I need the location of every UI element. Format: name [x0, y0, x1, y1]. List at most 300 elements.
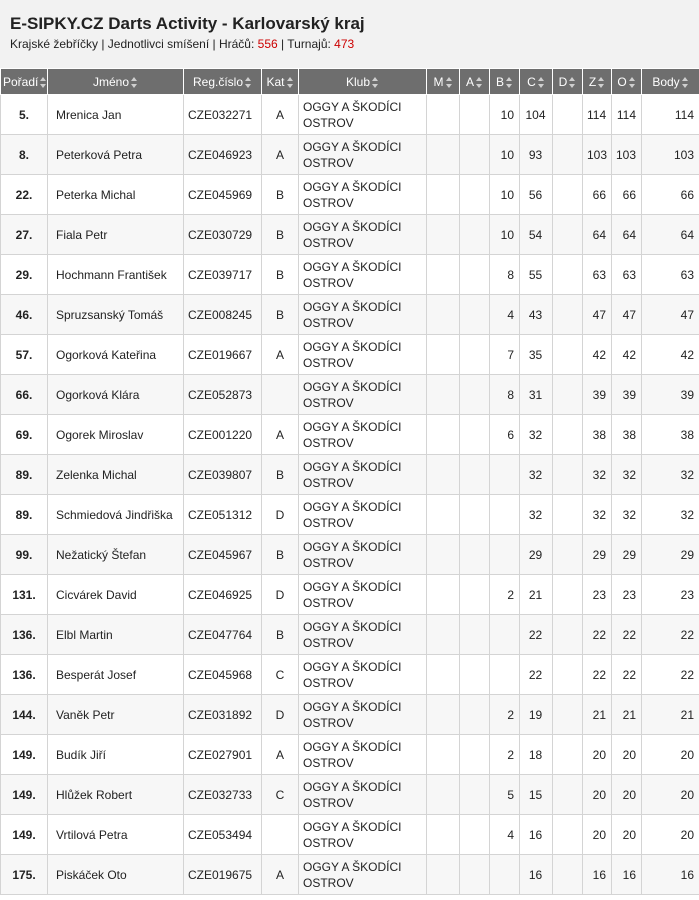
cell-club: OGGY A ŠKODÍCI OSTROV: [299, 775, 427, 815]
cell-z: 66: [583, 175, 612, 215]
cell-body: 32: [642, 495, 699, 535]
cell-rank: 22.: [1, 175, 48, 215]
cell-reg: CZE046925: [184, 575, 262, 615]
cell-d: [553, 375, 583, 415]
cell-a: [460, 535, 490, 575]
cell-reg: CZE001220: [184, 415, 262, 455]
cell-b: [490, 615, 520, 655]
table-row: [1, 775, 699, 815]
cell-o: 38: [612, 415, 642, 455]
column-header-label: Body: [652, 74, 680, 89]
cell-b: [490, 455, 520, 495]
cell-body: 22: [642, 615, 699, 655]
cell-o: 22: [612, 655, 642, 695]
cell-o: 20: [612, 735, 642, 775]
cell-o: 22: [612, 615, 642, 655]
cell-club: OGGY A ŠKODÍCI OSTROV: [299, 735, 427, 775]
cell-z: 20: [583, 775, 612, 815]
cell-z: 64: [583, 215, 612, 255]
player-name-link[interactable]: Vaněk Petr: [56, 707, 115, 722]
cell-z: 38: [583, 415, 612, 455]
player-name-link[interactable]: Hochmann František: [56, 267, 167, 282]
player-name-link[interactable]: Spruzsanský Tomáš: [56, 307, 164, 322]
cell-body: 23: [642, 575, 699, 615]
sort-arrows-icon[interactable]: [629, 77, 636, 88]
cell-d: [553, 615, 583, 655]
cell-z: 103: [583, 135, 612, 175]
player-name-link[interactable]: Piskáček Oto: [56, 867, 127, 882]
column-header-label: M: [433, 74, 444, 89]
table-row: [1, 295, 699, 335]
cell-m: [427, 335, 460, 375]
cell-rank: 57.: [1, 335, 48, 375]
column-header-body[interactable]: [642, 69, 699, 95]
cell-a: [460, 215, 490, 255]
cell-club: OGGY A ŠKODÍCI OSTROV: [299, 655, 427, 695]
cell-name: [48, 615, 184, 655]
cell-reg: CZE051312: [184, 495, 262, 535]
cell-o: 114: [612, 95, 642, 135]
page-header: [0, 0, 699, 68]
cell-club: OGGY A ŠKODÍCI OSTROV: [299, 255, 427, 295]
cell-reg: CZE046923: [184, 135, 262, 175]
cell-reg: CZE045969: [184, 175, 262, 215]
cell-club: OGGY A ŠKODÍCI OSTROV: [299, 295, 427, 335]
player-name-link[interactable]: Ogorková Klára: [56, 387, 140, 402]
cell-kat: D: [262, 695, 299, 735]
cell-body: 32: [642, 455, 699, 495]
cell-club: OGGY A ŠKODÍCI OSTROV: [299, 695, 427, 735]
cell-m: [427, 575, 460, 615]
cell-rank: 89.: [1, 495, 48, 535]
cell-club: OGGY A ŠKODÍCI OSTROV: [299, 175, 427, 215]
cell-kat: A: [262, 135, 299, 175]
cell-body: 16: [642, 855, 699, 895]
table-row: [1, 695, 699, 735]
sort-arrows-icon[interactable]: [598, 77, 605, 88]
cell-a: [460, 295, 490, 335]
cell-club: OGGY A ŠKODÍCI OSTROV: [299, 335, 427, 375]
cell-body: 63: [642, 255, 699, 295]
player-name-link[interactable]: Schmiedová Jindřiška: [56, 507, 173, 522]
cell-rank: 136.: [1, 655, 48, 695]
cell-rank: 89.: [1, 455, 48, 495]
cell-reg: CZE019667: [184, 335, 262, 375]
cell-name: [48, 95, 184, 135]
cell-kat: B: [262, 255, 299, 295]
cell-a: [460, 255, 490, 295]
cell-name: [48, 215, 184, 255]
table-row: [1, 655, 699, 695]
cell-d: [553, 655, 583, 695]
cell-name: [48, 135, 184, 175]
cell-a: [460, 615, 490, 655]
column-header-label: B: [495, 74, 504, 89]
table-row: [1, 615, 699, 655]
cell-m: [427, 175, 460, 215]
cell-a: [460, 695, 490, 735]
table-row: [1, 855, 699, 895]
cell-rank: 99.: [1, 535, 48, 575]
cell-d: [553, 735, 583, 775]
cell-d: [553, 95, 583, 135]
player-name-link[interactable]: Hlůžek Robert: [56, 787, 133, 802]
cell-b: 10: [490, 215, 520, 255]
cell-z: 32: [583, 495, 612, 535]
cell-d: [553, 575, 583, 615]
players-count: 556: [257, 37, 278, 51]
cell-name: [48, 535, 184, 575]
cell-body: 66: [642, 175, 699, 215]
player-name-link[interactable]: Peterková Petra: [56, 147, 143, 162]
cell-kat: [262, 815, 299, 855]
sort-arrows-icon[interactable]: [446, 77, 453, 88]
cell-m: [427, 535, 460, 575]
cell-reg: CZE027901: [184, 735, 262, 775]
cell-club: OGGY A ŠKODÍCI OSTROV: [299, 95, 427, 135]
cell-name: [48, 695, 184, 735]
table-row: [1, 255, 699, 295]
cell-body: 64: [642, 215, 699, 255]
cell-club: OGGY A ŠKODÍCI OSTROV: [299, 495, 427, 535]
column-header-label: Z: [588, 74, 597, 89]
column-header-reg[interactable]: [184, 69, 262, 95]
cell-o: 20: [612, 815, 642, 855]
cell-kat: A: [262, 735, 299, 775]
cell-club: OGGY A ŠKODÍCI OSTROV: [299, 455, 427, 495]
cell-c: 21: [520, 575, 553, 615]
cell-name: [48, 455, 184, 495]
cell-c: 55: [520, 255, 553, 295]
table-row: [1, 735, 699, 775]
cell-body: 21: [642, 695, 699, 735]
cell-body: 47: [642, 295, 699, 335]
sort-arrows-icon[interactable]: [372, 77, 379, 88]
table-row: [1, 455, 699, 495]
cell-c: 16: [520, 815, 553, 855]
cell-b: 10: [490, 95, 520, 135]
cell-club: OGGY A ŠKODÍCI OSTROV: [299, 215, 427, 255]
cell-name: [48, 415, 184, 455]
cell-a: [460, 495, 490, 535]
cell-rank: 136.: [1, 615, 48, 655]
cell-a: [460, 775, 490, 815]
column-header-name[interactable]: [48, 69, 184, 95]
cell-z: 22: [583, 615, 612, 655]
cell-c: 19: [520, 695, 553, 735]
cell-club: OGGY A ŠKODÍCI OSTROV: [299, 135, 427, 175]
cell-a: [460, 655, 490, 695]
cell-c: 15: [520, 775, 553, 815]
cell-name: [48, 295, 184, 335]
cell-body: 29: [642, 535, 699, 575]
cell-m: [427, 735, 460, 775]
cell-a: [460, 375, 490, 415]
table-row: [1, 415, 699, 455]
sort-arrows-icon[interactable]: [476, 77, 483, 88]
cell-c: 54: [520, 215, 553, 255]
player-name-link[interactable]: Besperát Josef: [56, 667, 137, 682]
cell-c: 93: [520, 135, 553, 175]
cell-m: [427, 695, 460, 735]
table-row: [1, 495, 699, 535]
column-header-club[interactable]: [299, 69, 427, 95]
cell-rank: 149.: [1, 775, 48, 815]
cell-b: 10: [490, 135, 520, 175]
player-name-link[interactable]: Zelenka Michal: [56, 467, 137, 482]
cell-kat: B: [262, 535, 299, 575]
cell-c: 22: [520, 655, 553, 695]
cell-rank: 144.: [1, 695, 48, 735]
cell-kat: A: [262, 415, 299, 455]
cell-d: [553, 135, 583, 175]
cell-d: [553, 215, 583, 255]
cell-m: [427, 815, 460, 855]
cell-kat: A: [262, 855, 299, 895]
subtitle-text-1: Krajské žebříčky | Jednotlivci smíšení | Hráčů:: [10, 37, 258, 51]
cell-o: 32: [612, 495, 642, 535]
player-name-link[interactable]: Vrtilová Petra: [56, 827, 128, 842]
cell-kat: A: [262, 335, 299, 375]
cell-kat: B: [262, 615, 299, 655]
cell-club: OGGY A ŠKODÍCI OSTROV: [299, 375, 427, 415]
cell-name: [48, 175, 184, 215]
cell-m: [427, 855, 460, 895]
cell-reg: CZE030729: [184, 215, 262, 255]
cell-b: 4: [490, 815, 520, 855]
cell-o: 21: [612, 695, 642, 735]
cell-rank: 46.: [1, 295, 48, 335]
cell-body: 42: [642, 335, 699, 375]
cell-d: [553, 455, 583, 495]
column-header-label: Reg.číslo: [192, 74, 244, 89]
cell-c: 22: [520, 615, 553, 655]
cell-a: [460, 175, 490, 215]
cell-b: [490, 495, 520, 535]
sort-arrows-icon[interactable]: [131, 77, 138, 88]
cell-rank: 8.: [1, 135, 48, 175]
cell-z: 20: [583, 815, 612, 855]
cell-d: [553, 255, 583, 295]
cell-reg: CZE008245: [184, 295, 262, 335]
cell-m: [427, 135, 460, 175]
table-row: [1, 135, 699, 175]
cell-d: [553, 415, 583, 455]
cell-club: OGGY A ŠKODÍCI OSTROV: [299, 535, 427, 575]
sort-arrows-icon[interactable]: [287, 77, 294, 88]
cell-a: [460, 855, 490, 895]
player-name-link[interactable]: Nežatický Štefan: [56, 547, 147, 562]
column-header-label: Kat: [266, 74, 285, 89]
cell-reg: CZE045968: [184, 655, 262, 695]
cell-body: 20: [642, 815, 699, 855]
cell-c: 31: [520, 375, 553, 415]
column-header-c[interactable]: [520, 69, 553, 95]
table-row: [1, 215, 699, 255]
cell-c: 56: [520, 175, 553, 215]
sort-arrows-icon[interactable]: [506, 77, 513, 88]
cell-c: 35: [520, 335, 553, 375]
cell-kat: [262, 375, 299, 415]
cell-c: 32: [520, 455, 553, 495]
page-title: E-SIPKY.CZ Darts Activity - Karlovarský kraj: [10, 14, 365, 33]
cell-reg: CZE039807: [184, 455, 262, 495]
cell-m: [427, 415, 460, 455]
cell-b: 4: [490, 295, 520, 335]
cell-reg: CZE053494: [184, 815, 262, 855]
cell-c: 32: [520, 415, 553, 455]
cell-reg: CZE052873: [184, 375, 262, 415]
table-row: [1, 375, 699, 415]
player-name-link[interactable]: Ogorek Miroslav: [56, 427, 144, 442]
player-name-link[interactable]: Budík Jiří: [56, 747, 107, 762]
sort-arrows-icon[interactable]: [245, 77, 252, 88]
cell-kat: D: [262, 575, 299, 615]
cell-b: [490, 655, 520, 695]
cell-o: 23: [612, 575, 642, 615]
cell-c: 104: [520, 95, 553, 135]
cell-z: 21: [583, 695, 612, 735]
cell-o: 64: [612, 215, 642, 255]
cell-m: [427, 655, 460, 695]
table-row: [1, 535, 699, 575]
cell-m: [427, 95, 460, 135]
player-name-link[interactable]: Fiala Petr: [56, 227, 108, 242]
cell-kat: D: [262, 495, 299, 535]
cell-reg: CZE047764: [184, 615, 262, 655]
cell-reg: CZE031892: [184, 695, 262, 735]
cell-kat: B: [262, 295, 299, 335]
cell-c: 16: [520, 855, 553, 895]
cell-body: 20: [642, 775, 699, 815]
player-name-link[interactable]: Peterka Michal: [56, 187, 136, 202]
cell-name: [48, 775, 184, 815]
cell-b: 10: [490, 175, 520, 215]
column-header-a[interactable]: [460, 69, 490, 95]
sort-arrows-icon[interactable]: [682, 77, 689, 88]
cell-z: 114: [583, 95, 612, 135]
cell-o: 47: [612, 295, 642, 335]
column-header-label: D: [558, 74, 568, 89]
table-row: [1, 815, 699, 855]
cell-d: [553, 295, 583, 335]
cell-body: 103: [642, 135, 699, 175]
cell-m: [427, 615, 460, 655]
cell-b: 7: [490, 335, 520, 375]
cell-z: 39: [583, 375, 612, 415]
cell-d: [553, 695, 583, 735]
cell-d: [553, 855, 583, 895]
cell-b: 8: [490, 255, 520, 295]
cell-name: [48, 815, 184, 855]
cell-a: [460, 575, 490, 615]
cell-a: [460, 95, 490, 135]
column-header-label: O: [617, 74, 627, 89]
cell-m: [427, 375, 460, 415]
cell-m: [427, 775, 460, 815]
cell-rank: 5.: [1, 95, 48, 135]
column-header-d[interactable]: [553, 69, 583, 95]
cell-b: [490, 855, 520, 895]
column-header-m[interactable]: [427, 69, 460, 95]
table-row: [1, 95, 699, 135]
cell-o: 66: [612, 175, 642, 215]
cell-body: 38: [642, 415, 699, 455]
column-header-b[interactable]: [490, 69, 520, 95]
cell-kat: A: [262, 95, 299, 135]
cell-body: 22: [642, 655, 699, 695]
column-header-label: Jméno: [92, 74, 130, 89]
cell-a: [460, 135, 490, 175]
cell-c: 32: [520, 495, 553, 535]
sort-arrows-icon[interactable]: [538, 77, 545, 88]
cell-z: 42: [583, 335, 612, 375]
cell-c: 43: [520, 295, 553, 335]
player-name-link[interactable]: Mrenica Jan: [56, 107, 122, 122]
table-header-row: [1, 69, 699, 95]
player-name-link[interactable]: Cicvárek David: [56, 587, 137, 602]
cell-d: [553, 775, 583, 815]
player-name-link[interactable]: Ogorková Kateřina: [56, 347, 157, 362]
column-header-z[interactable]: [583, 69, 612, 95]
cell-a: [460, 455, 490, 495]
cell-name: [48, 575, 184, 615]
cell-rank: 66.: [1, 375, 48, 415]
cell-reg: CZE019675: [184, 855, 262, 895]
ranking-table: [0, 68, 699, 895]
cell-a: [460, 335, 490, 375]
cell-z: 29: [583, 535, 612, 575]
cell-b: 8: [490, 375, 520, 415]
tournaments-count: 473: [334, 37, 355, 51]
column-header-rank[interactable]: [1, 69, 48, 95]
cell-b: 5: [490, 775, 520, 815]
cell-z: 32: [583, 455, 612, 495]
cell-z: 20: [583, 735, 612, 775]
cell-a: [460, 815, 490, 855]
sort-arrows-icon[interactable]: [569, 77, 576, 88]
cell-kat: C: [262, 655, 299, 695]
cell-name: [48, 655, 184, 695]
player-name-link[interactable]: Elbl Martin: [56, 627, 113, 642]
cell-rank: 69.: [1, 415, 48, 455]
cell-b: 2: [490, 695, 520, 735]
sort-arrows-icon[interactable]: [40, 77, 47, 88]
cell-name: [48, 335, 184, 375]
column-header-kat[interactable]: [262, 69, 299, 95]
cell-rank: 149.: [1, 735, 48, 775]
cell-o: 42: [612, 335, 642, 375]
cell-kat: C: [262, 775, 299, 815]
page-subtitle: [10, 37, 691, 51]
cell-z: 22: [583, 655, 612, 695]
cell-club: OGGY A ŠKODÍCI OSTROV: [299, 575, 427, 615]
column-header-label: Pořadí: [3, 74, 39, 89]
cell-reg: CZE045967: [184, 535, 262, 575]
subtitle-text-2: | Turnajů:: [277, 37, 335, 51]
cell-c: 18: [520, 735, 553, 775]
cell-b: [490, 535, 520, 575]
table-row: [1, 175, 699, 215]
cell-z: 63: [583, 255, 612, 295]
cell-kat: B: [262, 455, 299, 495]
cell-z: 23: [583, 575, 612, 615]
cell-rank: 27.: [1, 215, 48, 255]
cell-body: 114: [642, 95, 699, 135]
column-header-o[interactable]: [612, 69, 642, 95]
cell-reg: CZE039717: [184, 255, 262, 295]
cell-club: OGGY A ŠKODÍCI OSTROV: [299, 855, 427, 895]
